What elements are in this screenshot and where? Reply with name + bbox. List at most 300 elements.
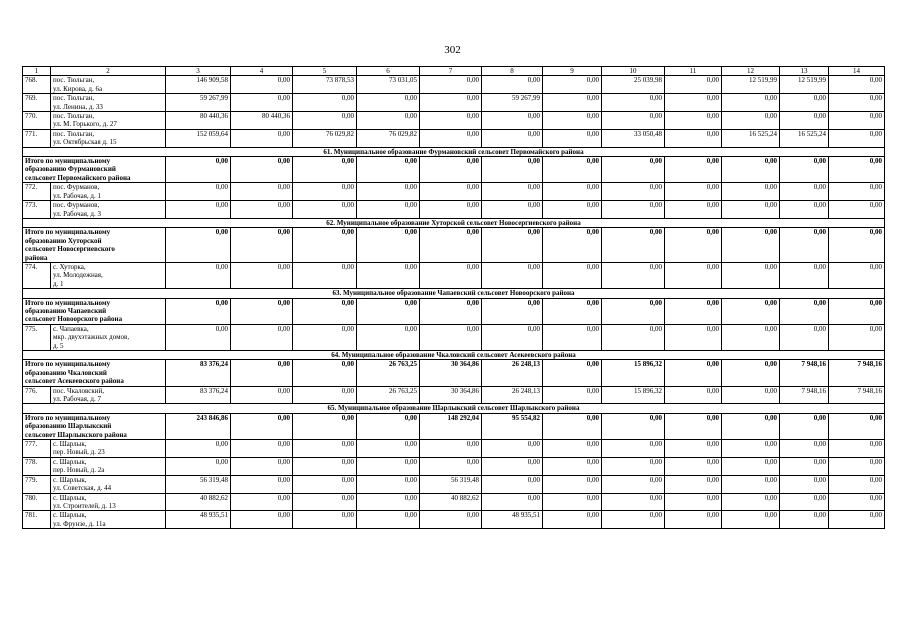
value-cell: 0,00 [166,157,231,183]
value-cell: 0,00 [780,493,829,511]
value-cell: 0,00 [231,94,293,112]
row-number: 769. [23,94,51,112]
value-cell: 0,00 [357,440,420,458]
table-row [23,94,885,112]
header-cell: 13 [780,67,829,76]
value-cell: 0,00 [829,475,885,493]
name-line: мкр. двухэтажных домов, [53,333,130,342]
value-cell: 0,00 [780,201,829,219]
value-cell: 0,00 [829,76,885,94]
value-cell: 7 948,16 [829,386,885,404]
value-cell: 0,00 [420,228,482,263]
name-line: Итого по муниципальному [25,157,111,166]
value-cell: 0,00 [602,457,665,475]
value-cell: 0,00 [420,511,482,529]
row-name [51,324,166,350]
value-cell: 0,00 [665,475,722,493]
value-cell: 0,00 [293,360,357,386]
row-name [51,183,166,201]
header-row [23,67,885,76]
value-cell: 0,00 [231,493,293,511]
value-cell: 0,00 [665,262,722,288]
value-cell: 0,00 [543,183,602,201]
value-cell: 0,00 [482,324,543,350]
value-cell: 12 519,99 [722,76,780,94]
value-cell: 0,00 [665,298,722,324]
value-cell: 0,00 [722,511,780,529]
value-cell: 0,00 [231,129,293,147]
header-cell: 14 [829,67,885,76]
value-cell: 0,00 [602,440,665,458]
row-number: 780. [23,493,51,511]
value-cell: 0,00 [231,183,293,201]
value-cell: 0,00 [293,386,357,404]
value-cell: 0,00 [665,112,722,130]
value-cell: 0,00 [166,457,231,475]
value-cell: 0,00 [665,183,722,201]
value-cell: 0,00 [543,157,602,183]
table-row [23,201,885,219]
value-cell: 0,00 [602,183,665,201]
name-line: с. Шарлык, [53,493,87,502]
value-cell: 0,00 [722,228,780,263]
value-cell: 0,00 [231,157,293,183]
row-number: 770. [23,112,51,130]
row-number: 771. [23,129,51,147]
value-cell: 95 554,82 [482,413,543,439]
value-cell: 0,00 [231,413,293,439]
value-cell: 0,00 [166,324,231,350]
row-name [51,457,166,475]
value-cell: 80 440,36 [231,112,293,130]
value-cell: 0,00 [482,440,543,458]
section-row [23,404,885,413]
section-title: 64. Муниципальное образование Чкаловский сельсовет Асекеевского района [23,351,885,360]
name-line: ул. Молодежная, [53,271,103,280]
value-cell: 48 935,51 [166,511,231,529]
value-cell: 0,00 [293,440,357,458]
value-cell: 0,00 [780,413,829,439]
value-cell: 0,00 [722,440,780,458]
value-cell: 0,00 [420,94,482,112]
value-cell: 0,00 [722,493,780,511]
value-cell: 0,00 [602,228,665,263]
value-cell: 0,00 [231,457,293,475]
value-cell: 0,00 [543,493,602,511]
value-cell: 0,00 [829,228,885,263]
row-name [51,440,166,458]
row-number: 774. [23,262,51,288]
name-line: д. 1 [53,279,64,288]
name-line: ул. Рабочая, д. 7 [53,395,101,404]
name-line: пос. Тюльган, [53,76,95,85]
value-cell: 0,00 [829,157,885,183]
value-cell: 0,00 [665,324,722,350]
value-cell: 0,00 [602,493,665,511]
value-cell: 73 031,05 [357,76,420,94]
name-line: пос. Тюльган, [53,129,95,138]
value-cell: 0,00 [357,262,420,288]
value-cell: 59 267,99 [482,94,543,112]
total-label [23,413,166,439]
value-cell: 0,00 [665,511,722,529]
section-row [23,218,885,227]
value-cell: 0,00 [293,511,357,529]
row-name [51,475,166,493]
value-cell: 0,00 [602,511,665,529]
name-line: ул. Фрунзе, д. 11а [53,519,106,528]
name-line: с. Шарлык, [53,475,87,484]
value-cell: 0,00 [420,457,482,475]
value-cell: 0,00 [543,360,602,386]
value-cell: 0,00 [543,413,602,439]
value-cell: 0,00 [420,324,482,350]
name-line: пос. Фурманов, [53,201,100,210]
table-row [23,493,885,511]
value-cell: 0,00 [722,298,780,324]
row-name [51,493,166,511]
row-name [51,94,166,112]
value-cell: 0,00 [829,413,885,439]
value-cell: 0,00 [829,262,885,288]
table-row [23,511,885,529]
value-cell: 0,00 [231,511,293,529]
value-cell: 7 948,16 [780,386,829,404]
value-cell: 40 882,62 [420,493,482,511]
value-cell: 0,00 [357,493,420,511]
value-cell: 0,00 [665,76,722,94]
value-cell: 16 525,24 [780,129,829,147]
value-cell: 0,00 [722,360,780,386]
value-cell: 146 909,58 [166,76,231,94]
value-cell: 0,00 [602,298,665,324]
value-cell: 0,00 [665,360,722,386]
total-row [23,413,885,439]
row-number: 768. [23,76,51,94]
value-cell: 0,00 [357,511,420,529]
name-line: Итого по муниципальному [25,228,111,237]
value-cell: 0,00 [357,457,420,475]
value-cell: 0,00 [829,201,885,219]
header-cell: 1 [23,67,51,76]
header-cell: 2 [51,67,166,76]
total-row [23,298,885,324]
name-line: Итого по муниципальному [25,413,111,422]
data-table [22,66,885,529]
value-cell: 243 846,86 [166,413,231,439]
value-cell: 0,00 [665,157,722,183]
table-row [23,112,885,130]
value-cell: 0,00 [543,386,602,404]
row-number: 781. [23,511,51,529]
name-line: сельсовет Асекеевского района [25,377,124,386]
value-cell: 0,00 [420,112,482,130]
value-cell: 26 248,13 [482,360,543,386]
name-line: с. Шарлык, [53,440,87,449]
value-cell: 0,00 [602,262,665,288]
value-cell: 0,00 [166,183,231,201]
value-cell: 0,00 [293,183,357,201]
total-label [23,360,166,386]
page-number: 302 [444,44,461,56]
value-cell: 0,00 [722,94,780,112]
value-cell: 0,00 [543,94,602,112]
value-cell: 0,00 [665,228,722,263]
table-row [23,183,885,201]
name-line: образованию Хуторской [25,236,102,245]
header-cell: 6 [357,67,420,76]
name-line: ул. М. Горького, д. 27 [53,120,117,129]
section-row [23,351,885,360]
header-cell: 9 [543,67,602,76]
name-line: ул. Октябрьская д. 15 [53,138,117,147]
value-cell: 0,00 [780,112,829,130]
table-row [23,76,885,94]
header-cell: 10 [602,67,665,76]
value-cell: 0,00 [166,228,231,263]
header-cell: 4 [231,67,293,76]
value-cell: 0,00 [543,475,602,493]
value-cell: 40 882,62 [166,493,231,511]
value-cell: 0,00 [665,440,722,458]
name-line: ул. Кирова, д. 6а [53,84,103,93]
value-cell: 0,00 [543,440,602,458]
name-line: сельсовет Новоорского района [25,315,123,324]
name-line: пер. Новый, д. 2а [53,466,105,475]
value-cell: 0,00 [722,112,780,130]
value-cell: 0,00 [482,262,543,288]
value-cell: 0,00 [231,440,293,458]
row-name [51,129,166,147]
value-cell: 0,00 [829,298,885,324]
value-cell: 0,00 [780,457,829,475]
value-cell: 0,00 [602,157,665,183]
value-cell: 0,00 [293,262,357,288]
value-cell: 0,00 [482,298,543,324]
value-cell: 0,00 [829,457,885,475]
value-cell: 76 029,82 [293,129,357,147]
row-name [51,76,166,94]
value-cell: 76 029,82 [357,129,420,147]
table-row [23,324,885,350]
name-line: образованию Фурмановский [25,165,116,174]
value-cell: 0,00 [357,183,420,201]
table-body [23,67,885,529]
name-line: пос. Фурманов, [53,183,100,192]
total-row [23,157,885,183]
value-cell: 0,00 [829,183,885,201]
value-cell: 0,00 [543,112,602,130]
value-cell: 80 440,36 [166,112,231,130]
value-cell: 0,00 [482,157,543,183]
name-line: с. Шарлык, [53,511,87,520]
header-cell: 7 [420,67,482,76]
value-cell: 0,00 [420,440,482,458]
value-cell: 30 364,86 [420,386,482,404]
value-cell: 0,00 [482,112,543,130]
header-cell: 11 [665,67,722,76]
value-cell: 15 896,32 [602,386,665,404]
name-line: ул. Рабочая, д. 1 [53,191,101,200]
value-cell: 0,00 [293,112,357,130]
section-title: 65. Муниципальное образование Шарлыкский сельсовет Шарлыкского района [23,404,885,413]
value-cell: 0,00 [231,262,293,288]
value-cell: 0,00 [665,386,722,404]
value-cell: 0,00 [780,475,829,493]
value-cell: 0,00 [293,201,357,219]
value-cell: 0,00 [231,298,293,324]
value-cell: 0,00 [293,413,357,439]
total-row [23,360,885,386]
table-row [23,440,885,458]
value-cell: 0,00 [602,201,665,219]
value-cell: 0,00 [357,157,420,183]
table-row [23,386,885,404]
value-cell: 0,00 [420,183,482,201]
section-title: 61. Муниципальное образование Фурмановский сельсовет Первомайского района [23,147,885,156]
name-line: ул. Строителей, д. 13 [53,501,116,510]
value-cell: 0,00 [543,129,602,147]
row-number: 778. [23,457,51,475]
value-cell: 0,00 [293,493,357,511]
value-cell: 0,00 [780,511,829,529]
value-cell: 0,00 [293,94,357,112]
value-cell: 0,00 [722,157,780,183]
name-line: пос. Чкаловский, [53,386,105,395]
value-cell: 0,00 [829,440,885,458]
value-cell: 0,00 [665,94,722,112]
value-cell: 30 364,86 [420,360,482,386]
name-line: пос. Тюльган, [53,112,95,121]
value-cell: 0,00 [293,157,357,183]
value-cell: 0,00 [231,228,293,263]
value-cell: 0,00 [602,94,665,112]
value-cell: 0,00 [722,475,780,493]
row-number: 772. [23,183,51,201]
name-line: образованию Шарлыкский [25,422,112,431]
value-cell: 0,00 [357,413,420,439]
table-row [23,262,885,288]
name-line: с. Шарлык, [53,457,87,466]
row-number: 775. [23,324,51,350]
value-cell: 83 376,24 [166,360,231,386]
value-cell: 26 763,25 [357,360,420,386]
value-cell: 12 519,99 [780,76,829,94]
value-cell: 7 948,16 [780,360,829,386]
value-cell: 0,00 [482,475,543,493]
value-cell: 0,00 [722,386,780,404]
value-cell: 0,00 [357,112,420,130]
value-cell: 0,00 [722,183,780,201]
value-cell: 0,00 [420,262,482,288]
value-cell: 0,00 [780,228,829,263]
value-cell: 0,00 [482,228,543,263]
value-cell: 0,00 [722,324,780,350]
value-cell: 83 376,24 [166,386,231,404]
value-cell: 0,00 [602,324,665,350]
value-cell: 0,00 [293,457,357,475]
value-cell: 0,00 [543,262,602,288]
value-cell: 0,00 [231,324,293,350]
value-cell: 0,00 [665,413,722,439]
value-cell: 0,00 [420,201,482,219]
row-name [51,201,166,219]
header-cell: 3 [166,67,231,76]
value-cell: 0,00 [166,262,231,288]
row-number: 773. [23,201,51,219]
value-cell: 0,00 [293,298,357,324]
name-line: района [25,253,48,262]
value-cell: 0,00 [722,201,780,219]
value-cell: 7 948,16 [829,360,885,386]
value-cell: 0,00 [543,511,602,529]
value-cell: 0,00 [829,129,885,147]
value-cell: 0,00 [357,475,420,493]
name-line: Итого по муниципальному [25,360,111,369]
name-line: образованию Чкаловский [25,368,107,377]
value-cell: 73 878,53 [293,76,357,94]
value-cell: 0,00 [780,262,829,288]
value-cell: 0,00 [166,440,231,458]
table-row [23,457,885,475]
value-cell: 0,00 [780,94,829,112]
value-cell: 0,00 [357,201,420,219]
table-row [23,475,885,493]
value-cell: 0,00 [166,201,231,219]
name-line: сельсовет Первомайского района [25,173,131,182]
value-cell: 16 525,24 [722,129,780,147]
value-cell: 0,00 [780,157,829,183]
value-cell: 0,00 [543,298,602,324]
value-cell: 0,00 [665,493,722,511]
value-cell: 0,00 [780,324,829,350]
value-cell: 0,00 [543,228,602,263]
value-cell: 0,00 [722,262,780,288]
value-cell: 0,00 [722,457,780,475]
name-line: пер. Новый, д. 23 [53,448,105,457]
value-cell: 0,00 [420,129,482,147]
name-line: с. Чапаевка, [53,324,89,333]
value-cell: 0,00 [293,475,357,493]
value-cell: 33 050,48 [602,129,665,147]
value-cell: 48 935,51 [482,511,543,529]
value-cell: 26 248,13 [482,386,543,404]
value-cell: 0,00 [829,112,885,130]
value-cell: 0,00 [482,129,543,147]
value-cell: 0,00 [420,76,482,94]
row-number: 779. [23,475,51,493]
section-row [23,289,885,298]
value-cell: 0,00 [293,324,357,350]
value-cell: 0,00 [482,201,543,219]
header-cell: 12 [722,67,780,76]
value-cell: 0,00 [829,493,885,511]
value-cell: 0,00 [482,457,543,475]
name-line: д. 5 [53,341,64,350]
value-cell: 0,00 [780,440,829,458]
value-cell: 56 319,48 [420,475,482,493]
total-label [23,157,166,183]
total-label [23,298,166,324]
header-cell: 5 [293,67,357,76]
value-cell: 0,00 [420,298,482,324]
value-cell: 59 267,99 [166,94,231,112]
value-cell: 15 896,32 [602,360,665,386]
value-cell: 0,00 [482,76,543,94]
value-cell: 0,00 [166,298,231,324]
name-line: пос. Тюльган, [53,94,95,103]
name-line: образованию Чапаевский [25,306,107,315]
